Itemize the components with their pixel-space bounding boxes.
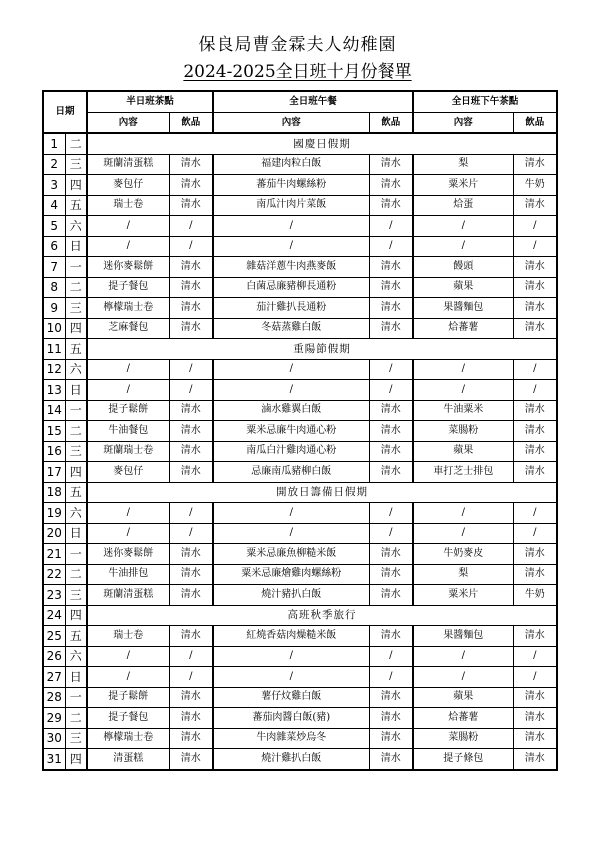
lunch-drink: 清水: [369, 318, 413, 339]
table-row: [43, 339, 557, 360]
lunch-drink: 清水: [369, 585, 413, 606]
afternoon-drink: 牛奶: [513, 175, 557, 196]
afternoon-snack: 粟米片: [413, 585, 513, 606]
date-cell: 3: [43, 175, 65, 196]
afternoon-snack: /: [413, 380, 513, 401]
date-cell: 1: [43, 133, 65, 154]
date-cell: 15: [43, 421, 65, 442]
weekday-cell: 日: [65, 236, 87, 257]
afternoon-snack: /: [413, 523, 513, 544]
lunch-dish: 牛肉雜菜炒烏冬: [213, 728, 369, 749]
half-day-drink: 清水: [169, 749, 213, 770]
half-day-drink: 清水: [169, 728, 213, 749]
table-row: [43, 400, 557, 421]
lunch-dish: /: [213, 503, 369, 524]
full-lunch-header: 全日班午餐: [213, 91, 413, 112]
half-day-drink: /: [169, 236, 213, 257]
half-day-snack: 清蛋糕: [87, 749, 169, 770]
lunch-dish: 紅燒香菇肉燥糙米飯: [213, 626, 369, 647]
date-header: 日期: [43, 91, 87, 133]
school-name: 保良局曹金霖夫人幼稚園: [198, 35, 397, 55]
weekday-cell: 四: [65, 175, 87, 196]
half-day-snack: /: [87, 646, 169, 667]
date-cell: 24: [43, 605, 65, 626]
half-day-drink: 清水: [169, 585, 213, 606]
table-row: [43, 298, 557, 319]
half-day-drink: 清水: [169, 626, 213, 647]
table-row: [43, 318, 557, 339]
date-cell: 22: [43, 564, 65, 585]
lunch-drink: /: [369, 380, 413, 401]
lunch-dish: /: [213, 523, 369, 544]
weekday-cell: 四: [65, 749, 87, 770]
date-cell: 25: [43, 626, 65, 647]
date-cell: 6: [43, 236, 65, 257]
holiday-cell: 國慶日假期: [87, 133, 557, 154]
weekday-cell: 五: [65, 626, 87, 647]
half-day-drink: /: [169, 503, 213, 524]
afternoon-drink: 清水: [513, 277, 557, 298]
afternoon-drink: 清水: [513, 421, 557, 442]
afternoon-drink: /: [513, 380, 557, 401]
afternoon-drink: /: [513, 216, 557, 237]
lunch-drink: 清水: [369, 400, 413, 421]
afternoon-drink: 清水: [513, 749, 557, 770]
lunch-dish: 燒汁雞扒白飯: [213, 749, 369, 770]
afternoon-snack: 菜腸粉: [413, 728, 513, 749]
afternoon-snack: 粟米片: [413, 175, 513, 196]
date-cell: 19: [43, 503, 65, 524]
afternoon-drink: 牛奶: [513, 585, 557, 606]
afternoon-snack: 梨: [413, 564, 513, 585]
weekday-cell: 六: [65, 646, 87, 667]
table-row: [43, 523, 557, 544]
lunch-drink-header: 飲品: [369, 112, 413, 133]
half-day-snack: /: [87, 236, 169, 257]
lunch-drink: 清水: [369, 687, 413, 708]
afternoon-drink: /: [513, 646, 557, 667]
table-row: [43, 482, 557, 503]
lunch-dish: /: [213, 667, 369, 688]
table-row: [43, 133, 557, 154]
header-row-columns: [43, 112, 557, 133]
weekday-cell: 二: [65, 133, 87, 154]
lunch-drink: 清水: [369, 195, 413, 216]
weekday-cell: 五: [65, 195, 87, 216]
half-day-drink: 清水: [169, 277, 213, 298]
half-day-drink: 清水: [169, 544, 213, 565]
half-day-snack: 提子餐包: [87, 708, 169, 729]
lunch-dish: /: [213, 359, 369, 380]
date-cell: 28: [43, 687, 65, 708]
lunch-drink: /: [369, 503, 413, 524]
half-day-snack: /: [87, 503, 169, 524]
half-day-drink: 清水: [169, 421, 213, 442]
lunch-dish: /: [213, 380, 369, 401]
afternoon-drink: 清水: [513, 564, 557, 585]
weekday-cell: 三: [65, 585, 87, 606]
afternoon-drink: /: [513, 359, 557, 380]
half-day-drink: 清水: [169, 564, 213, 585]
lunch-dish: 南瓜汁肉片菜飯: [213, 195, 369, 216]
lunch-dish: 白菌忌廉豬柳長通粉: [213, 277, 369, 298]
table-row: [43, 277, 557, 298]
weekday-cell: 日: [65, 380, 87, 401]
half-day-drink: /: [169, 523, 213, 544]
half-day-snack: 檸檬瑞士卷: [87, 728, 169, 749]
table-row: [43, 626, 557, 647]
lunch-drink: 清水: [369, 544, 413, 565]
half-day-snack: 芝麻餐包: [87, 318, 169, 339]
lunch-dish: 粟米忌廉牛肉通心粉: [213, 421, 369, 442]
half-day-drink: 清水: [169, 708, 213, 729]
weekday-cell: 三: [65, 298, 87, 319]
half-day-snack: 瑞士卷: [87, 195, 169, 216]
half-day-snack: /: [87, 667, 169, 688]
lunch-dish: 燒汁豬扒白飯: [213, 585, 369, 606]
weekday-cell: 一: [65, 687, 87, 708]
date-cell: 30: [43, 728, 65, 749]
table-row: [43, 687, 557, 708]
lunch-drink: /: [369, 667, 413, 688]
lunch-drink: 清水: [369, 564, 413, 585]
half-day-snack: 牛油排包: [87, 564, 169, 585]
lunch-drink: 清水: [369, 154, 413, 175]
afternoon-drink: /: [513, 523, 557, 544]
afternoon-snack: 提子條包: [413, 749, 513, 770]
afternoon-snack: 烚蕃薯: [413, 318, 513, 339]
lunch-dish: 滷水雞翼白飯: [213, 400, 369, 421]
half-day-drink: /: [169, 667, 213, 688]
afternoon-drink: 清水: [513, 298, 557, 319]
lunch-drink: /: [369, 523, 413, 544]
table-row: [43, 175, 557, 196]
half-day-snack: 提子鬆餅: [87, 687, 169, 708]
table-row: [43, 646, 557, 667]
date-cell: 20: [43, 523, 65, 544]
half-day-drink: 清水: [169, 154, 213, 175]
half-day-snack: /: [87, 359, 169, 380]
date-cell: 17: [43, 462, 65, 483]
half-day-drink: 清水: [169, 175, 213, 196]
lunch-dish: 福建肉粒白飯: [213, 154, 369, 175]
tea-drink-header: 飲品: [513, 112, 557, 133]
date-cell: 11: [43, 339, 65, 360]
half-day-snack: 麥包仔: [87, 462, 169, 483]
lunch-dish: 南瓜白汁雞肉通心粉: [213, 441, 369, 462]
half-day-snack: 斑蘭清蛋糕: [87, 585, 169, 606]
weekday-cell: 五: [65, 339, 87, 360]
afternoon-snack: 蘋果: [413, 687, 513, 708]
afternoon-drink: /: [513, 236, 557, 257]
half-day-content-header: 內容: [87, 112, 169, 133]
lunch-drink: /: [369, 236, 413, 257]
weekday-cell: 一: [65, 257, 87, 278]
weekday-cell: 一: [65, 544, 87, 565]
lunch-drink: /: [369, 646, 413, 667]
lunch-drink: 清水: [369, 298, 413, 319]
lunch-dish: /: [213, 236, 369, 257]
half-day-drink: /: [169, 380, 213, 401]
half-day-snack: 檸檬瑞士卷: [87, 298, 169, 319]
table-row: [43, 154, 557, 175]
half-day-drink-header: 飲品: [169, 112, 213, 133]
afternoon-drink: 清水: [513, 195, 557, 216]
lunch-drink: 清水: [369, 441, 413, 462]
table-row: [43, 359, 557, 380]
date-cell: 8: [43, 277, 65, 298]
date-cell: 16: [43, 441, 65, 462]
weekday-cell: 一: [65, 400, 87, 421]
afternoon-snack: 牛油粟米: [413, 400, 513, 421]
weekday-cell: 六: [65, 216, 87, 237]
afternoon-drink: /: [513, 503, 557, 524]
lunch-dish: 茄汁雞扒長通粉: [213, 298, 369, 319]
lunch-dish: 冬菇蒸雞白飯: [213, 318, 369, 339]
date-cell: 23: [43, 585, 65, 606]
afternoon-snack: /: [413, 646, 513, 667]
weekday-cell: 四: [65, 462, 87, 483]
afternoon-snack: /: [413, 236, 513, 257]
half-day-snack: 麥包仔: [87, 175, 169, 196]
lunch-dish: /: [213, 216, 369, 237]
weekday-cell: 三: [65, 154, 87, 175]
table-row: [43, 708, 557, 729]
date-cell: 31: [43, 749, 65, 770]
weekday-cell: 二: [65, 564, 87, 585]
half-day-drink: 清水: [169, 687, 213, 708]
weekday-cell: 三: [65, 728, 87, 749]
table-row: [43, 667, 557, 688]
lunch-drink: /: [369, 359, 413, 380]
date-cell: 26: [43, 646, 65, 667]
half-day-drink: 清水: [169, 318, 213, 339]
date-cell: 18: [43, 482, 65, 503]
afternoon-drink: 清水: [513, 544, 557, 565]
half-day-snack: 提子餐包: [87, 277, 169, 298]
weekday-cell: 五: [65, 482, 87, 503]
date-cell: 27: [43, 667, 65, 688]
table-row: [43, 380, 557, 401]
table-row: [43, 503, 557, 524]
lunch-content-header: 內容: [213, 112, 369, 133]
afternoon-drink: 清水: [513, 462, 557, 483]
lunch-dish: /: [213, 646, 369, 667]
half-day-snack: 牛油餐包: [87, 421, 169, 442]
weekday-cell: 二: [65, 277, 87, 298]
afternoon-snack: 饅頭: [413, 257, 513, 278]
half-day-snack: 提子鬆餅: [87, 400, 169, 421]
afternoon-snack: 車打芝士排包: [413, 462, 513, 483]
lunch-drink: 清水: [369, 749, 413, 770]
half-day-snack: 瑞士卷: [87, 626, 169, 647]
date-cell: 7: [43, 257, 65, 278]
table-row: [43, 421, 557, 442]
lunch-dish: 蕃茄肉醬白飯(豬): [213, 708, 369, 729]
afternoon-snack: 梨: [413, 154, 513, 175]
table-row: [43, 195, 557, 216]
half-day-drink: 清水: [169, 195, 213, 216]
weekday-cell: 日: [65, 523, 87, 544]
half-day-snack: 斑蘭瑞士卷: [87, 441, 169, 462]
afternoon-drink: 清水: [513, 687, 557, 708]
lunch-drink: 清水: [369, 277, 413, 298]
table-row: [43, 257, 557, 278]
afternoon-snack: 菜腸粉: [413, 421, 513, 442]
weekday-cell: 二: [65, 421, 87, 442]
holiday-cell: 重陽節假期: [87, 339, 557, 360]
half-day-snack: 迷你麥鬆餅: [87, 257, 169, 278]
afternoon-drink: 清水: [513, 441, 557, 462]
weekday-cell: 六: [65, 503, 87, 524]
weekday-cell: 四: [65, 318, 87, 339]
lunch-drink: 清水: [369, 257, 413, 278]
afternoon-snack: /: [413, 216, 513, 237]
lunch-drink: /: [369, 216, 413, 237]
lunch-dish: 蕃茄牛肉螺絲粉: [213, 175, 369, 196]
afternoon-drink: 清水: [513, 728, 557, 749]
afternoon-snack: 蘋果: [413, 441, 513, 462]
lunch-drink: 清水: [369, 708, 413, 729]
afternoon-snack: /: [413, 503, 513, 524]
afternoon-drink: 清水: [513, 708, 557, 729]
afternoon-snack: 牛奶麥皮: [413, 544, 513, 565]
afternoon-drink: 清水: [513, 318, 557, 339]
menu-title: 2024-2025全日班十月份餐單: [183, 62, 412, 82]
weekday-cell: 三: [65, 441, 87, 462]
date-cell: 21: [43, 544, 65, 565]
afternoon-snack: 果醬麵包: [413, 626, 513, 647]
afternoon-drink: 清水: [513, 626, 557, 647]
half-day-drink: /: [169, 359, 213, 380]
lunch-drink: 清水: [369, 421, 413, 442]
table-row: [43, 564, 557, 585]
date-cell: 4: [43, 195, 65, 216]
table-row: [43, 462, 557, 483]
lunch-drink: 清水: [369, 462, 413, 483]
lunch-dish: 忌廉南瓜豬柳白飯: [213, 462, 369, 483]
half-day-snack: 迷你麥鬆餅: [87, 544, 169, 565]
weekday-cell: 日: [65, 667, 87, 688]
afternoon-snack: 蘋果: [413, 277, 513, 298]
table-row: [43, 216, 557, 237]
table-row: [43, 728, 557, 749]
lunch-dish: 粟米忌廉魚柳糙米飯: [213, 544, 369, 565]
afternoon-drink: 清水: [513, 400, 557, 421]
half-day-snack: /: [87, 380, 169, 401]
afternoon-snack: 烚蕃薯: [413, 708, 513, 729]
date-cell: 9: [43, 298, 65, 319]
lunch-drink: 清水: [369, 626, 413, 647]
half-day-drink: 清水: [169, 298, 213, 319]
menu-table: [42, 90, 558, 771]
full-tea-header: 全日班下午茶點: [413, 91, 557, 112]
table-row: [43, 236, 557, 257]
afternoon-drink: 清水: [513, 257, 557, 278]
table-row: [43, 605, 557, 626]
tea-content-header: 內容: [413, 112, 513, 133]
date-cell: 5: [43, 216, 65, 237]
weekday-cell: 六: [65, 359, 87, 380]
date-cell: 14: [43, 400, 65, 421]
header-row-groups: [43, 91, 557, 112]
date-cell: 29: [43, 708, 65, 729]
lunch-drink: 清水: [369, 728, 413, 749]
half-day-drink: 清水: [169, 441, 213, 462]
table-row: [43, 441, 557, 462]
afternoon-drink: 清水: [513, 154, 557, 175]
date-cell: 10: [43, 318, 65, 339]
weekday-cell: 四: [65, 605, 87, 626]
holiday-cell: 高班秋季旅行: [87, 605, 557, 626]
date-cell: 12: [43, 359, 65, 380]
afternoon-snack: 烚蛋: [413, 195, 513, 216]
table-row: [43, 749, 557, 770]
afternoon-snack: /: [413, 359, 513, 380]
half-day-snack: /: [87, 216, 169, 237]
lunch-dish: 粟米忌廉燴雞肉螺絲粉: [213, 564, 369, 585]
lunch-dish: 薯仔炆雞白飯: [213, 687, 369, 708]
half-day-drink: /: [169, 216, 213, 237]
date-cell: 2: [43, 154, 65, 175]
half-day-drink: 清水: [169, 400, 213, 421]
afternoon-drink: /: [513, 667, 557, 688]
date-cell: 13: [43, 380, 65, 401]
afternoon-snack: 果醬麵包: [413, 298, 513, 319]
half-day-snack: 斑蘭清蛋糕: [87, 154, 169, 175]
table-row: [43, 585, 557, 606]
weekday-cell: 二: [65, 708, 87, 729]
table-row: [43, 544, 557, 565]
lunch-dish: 雜菇洋蔥牛肉燕麥飯: [213, 257, 369, 278]
lunch-drink: 清水: [369, 175, 413, 196]
half-day-snack: /: [87, 523, 169, 544]
half-day-drink: 清水: [169, 257, 213, 278]
holiday-cell: 開放日籌備日假期: [87, 482, 557, 503]
half-day-header: 半日班茶點: [87, 91, 213, 112]
afternoon-snack: /: [413, 667, 513, 688]
half-day-drink: 清水: [169, 462, 213, 483]
half-day-drink: /: [169, 646, 213, 667]
